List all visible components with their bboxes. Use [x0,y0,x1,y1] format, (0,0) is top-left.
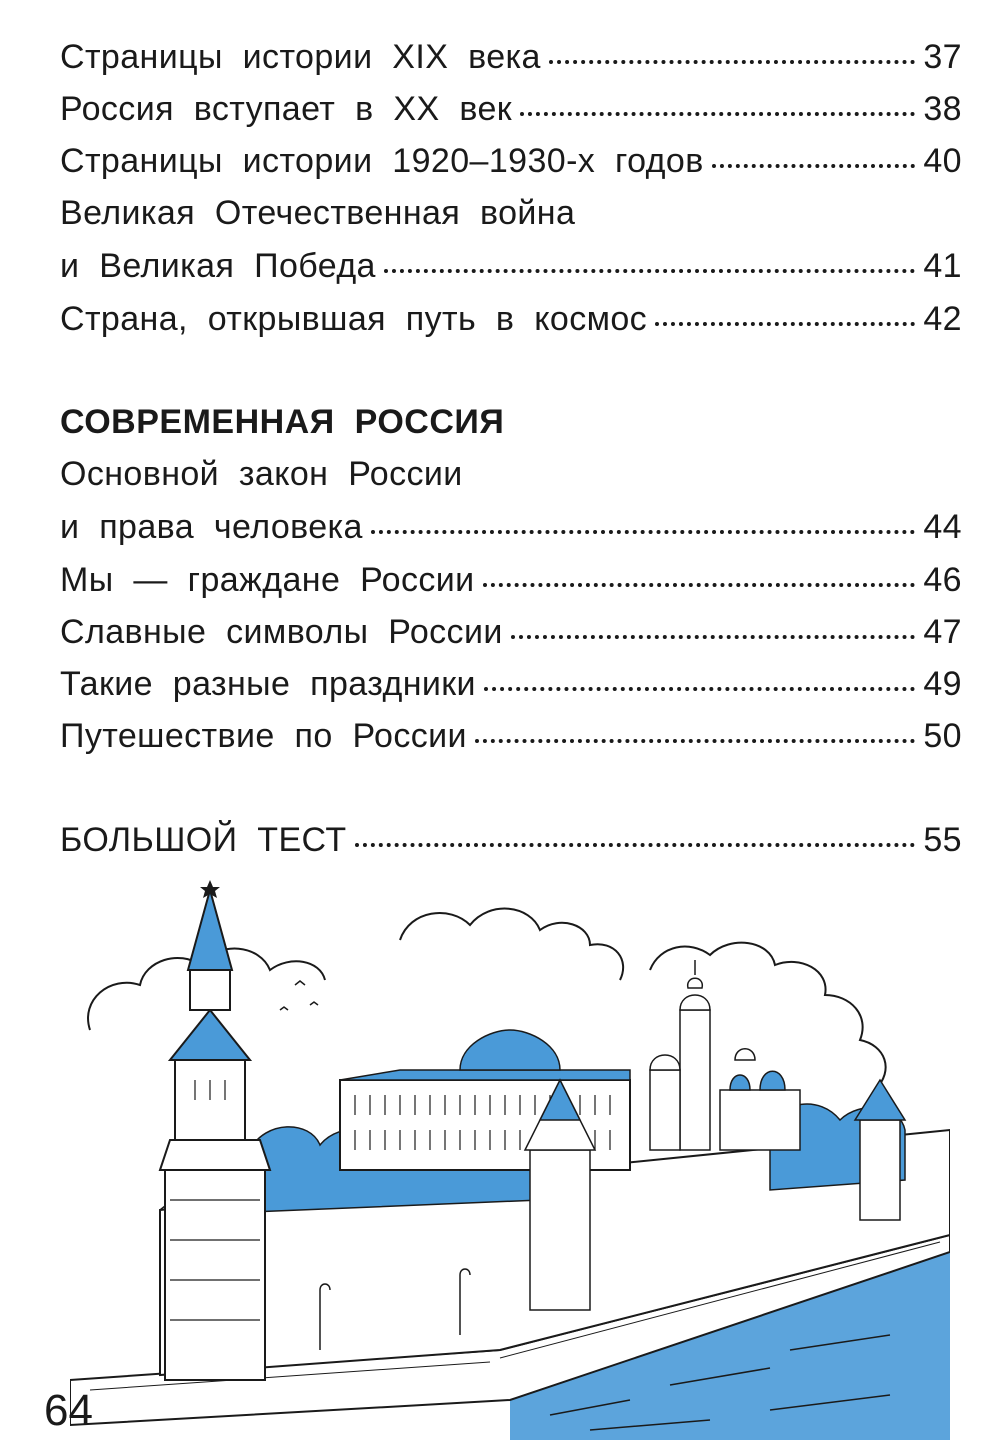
toc-entry-page: 46 [923,561,962,599]
toc-entry[interactable] [60,814,962,866]
dot-leader [712,164,916,168]
toc-entry-title: Мы — граждане России [60,561,475,599]
toc-entry-page: 44 [923,508,962,546]
dot-leader [475,739,915,743]
toc-entry-page: 50 [923,717,962,755]
toc-entry-page: 41 [923,247,962,285]
toc-entry-title: Основной закон России [60,455,463,493]
kremlin-main-tower [160,885,270,1380]
toc-entry-title: Россия вступает в XX век [60,90,513,128]
toc-entry[interactable] [60,31,962,83]
cathedrals [650,960,800,1150]
dot-leader [511,635,916,639]
toc-entry-title: Славные символы России [60,613,503,651]
toc-entry-page: 37 [923,38,962,76]
toc-entry-title-line1 [60,187,962,239]
toc-entry[interactable] [60,240,962,292]
toc-entry-page: 55 [923,821,962,859]
toc-entry-title: Великая Отечественная война [60,194,576,232]
toc-entry-title: и права человека [60,508,363,546]
page-number: 64 [44,1386,93,1435]
toc-entry-title: Страницы истории 1920–1930-х годов [60,142,704,180]
toc-entry-title: и Великая Победа [60,247,376,285]
kremlin-illustration [70,880,950,1440]
toc-entry-title-line1 [60,448,962,500]
toc-entry[interactable] [60,606,962,658]
toc-entry[interactable] [60,710,962,762]
dot-leader [484,687,915,691]
toc-entry[interactable] [60,658,962,710]
birds [280,981,318,1010]
dot-leader [483,583,916,587]
toc-entry-page: 40 [923,142,962,180]
toc-entry[interactable] [60,135,962,187]
toc-entry-title: БОЛЬШОЙ ТЕСТ [60,821,347,859]
dot-leader [371,530,916,534]
palace-roof [340,1070,630,1080]
dot-leader [549,60,916,64]
palace-dome [460,1030,560,1070]
toc-entry[interactable] [60,501,962,553]
toc-entry-title: Страницы истории XIX века [60,38,541,76]
dot-leader [355,843,916,847]
dot-leader [520,112,915,116]
dot-leader [384,269,916,273]
toc-entry[interactable] [60,293,962,345]
toc-entry-title: Такие разные праздники [60,665,476,703]
toc-entry-title: Путешествие по России [60,717,467,755]
wall-tower-right [855,1080,905,1220]
toc-entry-page: 42 [923,300,962,338]
toc-entry-page: 49 [923,665,962,703]
dot-leader [655,322,915,326]
section-heading: СОВРЕМЕННАЯ РОССИЯ [60,403,505,441]
toc-entry-page: 47 [923,613,962,651]
toc-entry[interactable] [60,83,962,135]
toc-entry-page: 38 [923,90,962,128]
toc-entry-title: Страна, открывшая путь в космос [60,300,648,338]
toc-entry[interactable] [60,554,962,606]
